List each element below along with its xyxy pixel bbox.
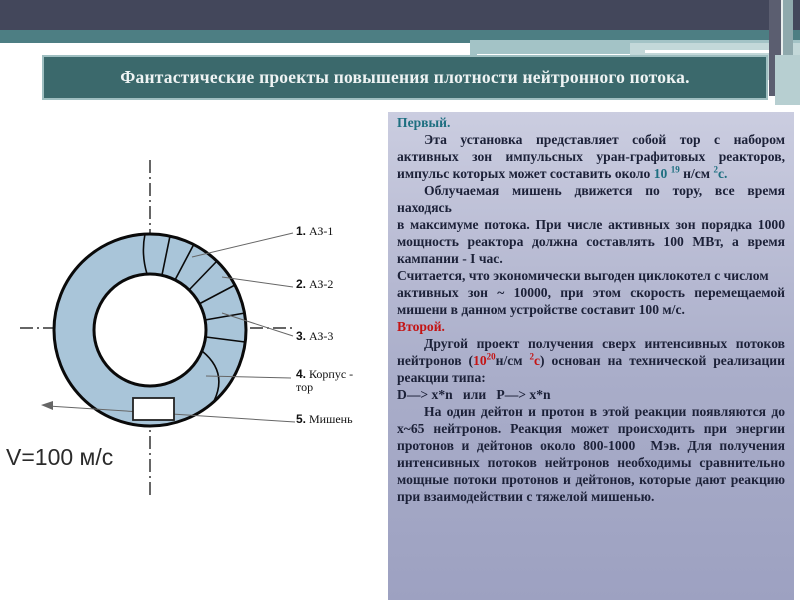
label-text: АЗ-2 (309, 277, 334, 291)
target-rectangle (133, 398, 174, 420)
velocity-label: V=100 м/с (6, 444, 114, 470)
label-text: АЗ-1 (309, 224, 334, 238)
title-side-accent (775, 55, 800, 105)
decor-white-line-2 (645, 50, 770, 53)
label-number: 5. (296, 412, 307, 426)
paragraph: Эта установка представляет собой тор с набором активных зон импульсных уран-графитовых реакторов, импульс которых может составить около 10 $^{19}$ н/см $^2$с. (397, 132, 785, 181)
diagram-label-az2 (296, 278, 333, 291)
paragraph: D—> x*n или P—> x*n (397, 387, 551, 402)
slide-title: Фантастические проекты повышения плотности нейтронного потока. (120, 67, 690, 87)
diagram-label-az3 (296, 330, 333, 343)
paragraph: Второй. (397, 319, 445, 334)
text-panel (388, 112, 794, 600)
label-number: 3. (296, 329, 307, 343)
label-text: Мишень (309, 412, 353, 426)
paragraph: Другой проект получения сверх интенсивных потоков нейтронов ($10^{20}н/см$ $^2$с) основан на технической реализации реакции типа: (397, 336, 785, 385)
label-text: АЗ-3 (309, 329, 334, 343)
paragraph: Облучаемая мишень движется по тору, все время находясь в максимуме потока. При числе активных зон порядка 1000 мощность реактора должна составлять 100 МВт, а время кампании - I час. (397, 183, 785, 266)
paragraph: На один дейтон и протон в этой реакции появляются до x~65 нейтронов. Реакция может происходить при энергии протонов и дейтонов около 800-1000 Мэв. Для получения интенсивных потоков нейтронов необходимы сравнительно мощные потоки протонов и дейтонов, которые дают реакцию при взаимодействии с тяжелой мишенью. (397, 404, 785, 504)
diagram-label-az1 (296, 225, 333, 238)
top-dark-band (0, 0, 800, 30)
velocity-arrow-icon (41, 401, 53, 410)
label-number: 1. (296, 224, 307, 238)
slide-title-box (42, 55, 768, 100)
paragraph: Первый. (397, 115, 451, 130)
label-text: Корпус - тор (296, 367, 354, 394)
torus-diagram (0, 120, 390, 600)
label-number: 2. (296, 277, 307, 291)
torus-inner-circle (94, 274, 206, 386)
paragraph: Считается, что экономически выгоден циклокотел с числом активных зон ~ 10000, при этом скорость перемещаемой мишени в данном устройстве составит 100 м/с. (397, 268, 785, 317)
label-number: 4. (296, 367, 307, 381)
diagram-label-korpus (296, 368, 364, 394)
diagram-label-mishen (296, 413, 353, 426)
